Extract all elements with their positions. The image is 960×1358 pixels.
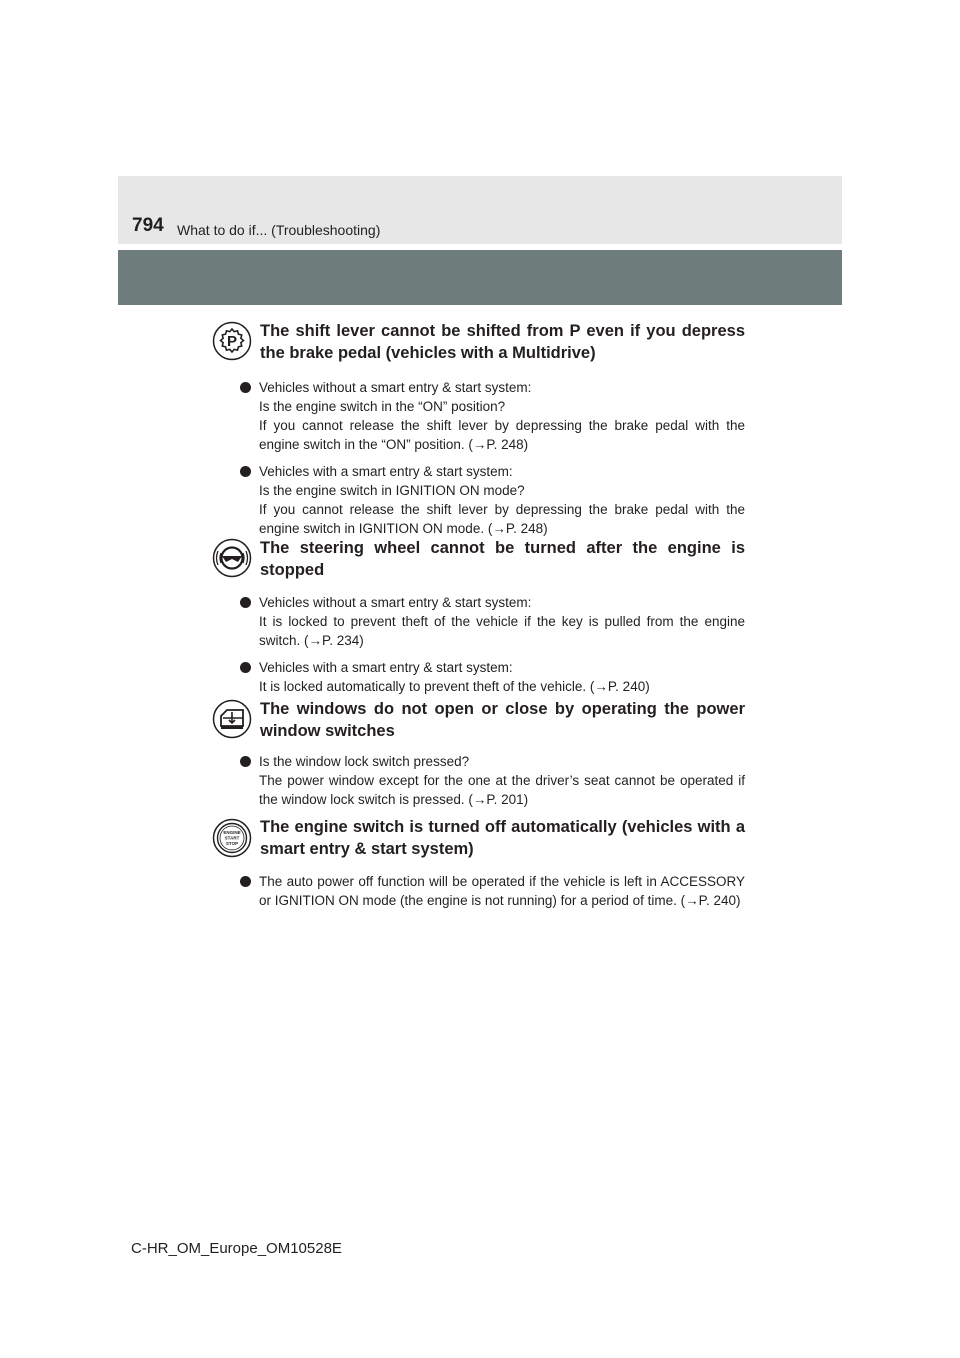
- section-title: The steering wheel cannot be turned after the engine is stopped: [260, 539, 745, 579]
- list-item: Vehicles without a smart entry & start system: Is the engine switch in the “ON” position? If you cannot release the shift lever by depressing the brake pedal with the engine switch in the “ON” position. (→P. 248): [212, 378, 745, 454]
- list-item: Vehicles with a smart entry & start system: Is the engine switch in IGNITION ON mode? If you cannot release the shift lever by depressing the brake pedal with the engine switch in IGNITION ON mode. (→P. 248): [212, 462, 745, 538]
- section-heading: [212, 537, 760, 583]
- section-title: The engine switch is turned off automatically (vehicles with a smart entry & start system): [260, 818, 745, 858]
- svg-text:ENGINE: ENGINE: [223, 830, 241, 835]
- section-heading: [212, 816, 760, 862]
- section-engine-switch: [212, 816, 760, 910]
- section-shift-lever: [212, 320, 760, 538]
- bullet-icon: [240, 756, 251, 767]
- shift-lever-p-icon: [212, 321, 252, 361]
- bullet-icon: [240, 597, 251, 608]
- section-steering: [212, 537, 760, 696]
- bullet-icon: [240, 662, 251, 673]
- page-number: 794: [132, 215, 164, 236]
- engine-start-stop-icon: [212, 818, 252, 858]
- bullet-icon: [240, 466, 251, 477]
- section-windows: [212, 698, 760, 809]
- svg-text:START: START: [224, 835, 240, 841]
- section-title: The windows do not open or close by operating the power window switches: [260, 700, 745, 740]
- section-heading: [212, 320, 760, 366]
- svg-text:P: P: [226, 333, 238, 350]
- svg-text:STOP: STOP: [225, 841, 239, 846]
- header-bar: [118, 250, 842, 305]
- power-window-icon: [212, 699, 252, 739]
- list-item: Vehicles with a smart entry & start system: It is locked automatically to prevent theft of the vehicle. (→P. 240): [212, 658, 745, 696]
- list-item: Vehicles without a smart entry & start system: It is locked to prevent theft of the vehicle if the key is pulled from the engine switch. (→P. 234): [212, 593, 745, 650]
- section-title: The shift lever cannot be shifted from P even if you depress the brake pedal (vehicles with a Multidrive): [260, 322, 745, 362]
- section-heading: [212, 698, 760, 744]
- list-item: Is the window lock switch pressed? The power window except for the one at the driver’s seat cannot be operated if the window lock switch is pressed. (→P. 201): [212, 752, 745, 809]
- list-item: The auto power off function will be operated if the vehicle is left in ACCESSORY or IGNITION ON mode (the engine is not running) for a period of time. (→P. 240): [212, 872, 745, 910]
- bullet-icon: [240, 382, 251, 393]
- bullet-icon: [240, 876, 251, 887]
- footer-doc-id: C-HR_OM_Europe_OM10528E: [131, 1240, 342, 1257]
- header-title: What to do if... (Troubleshooting): [177, 222, 381, 238]
- steering-lock-icon: [212, 538, 252, 578]
